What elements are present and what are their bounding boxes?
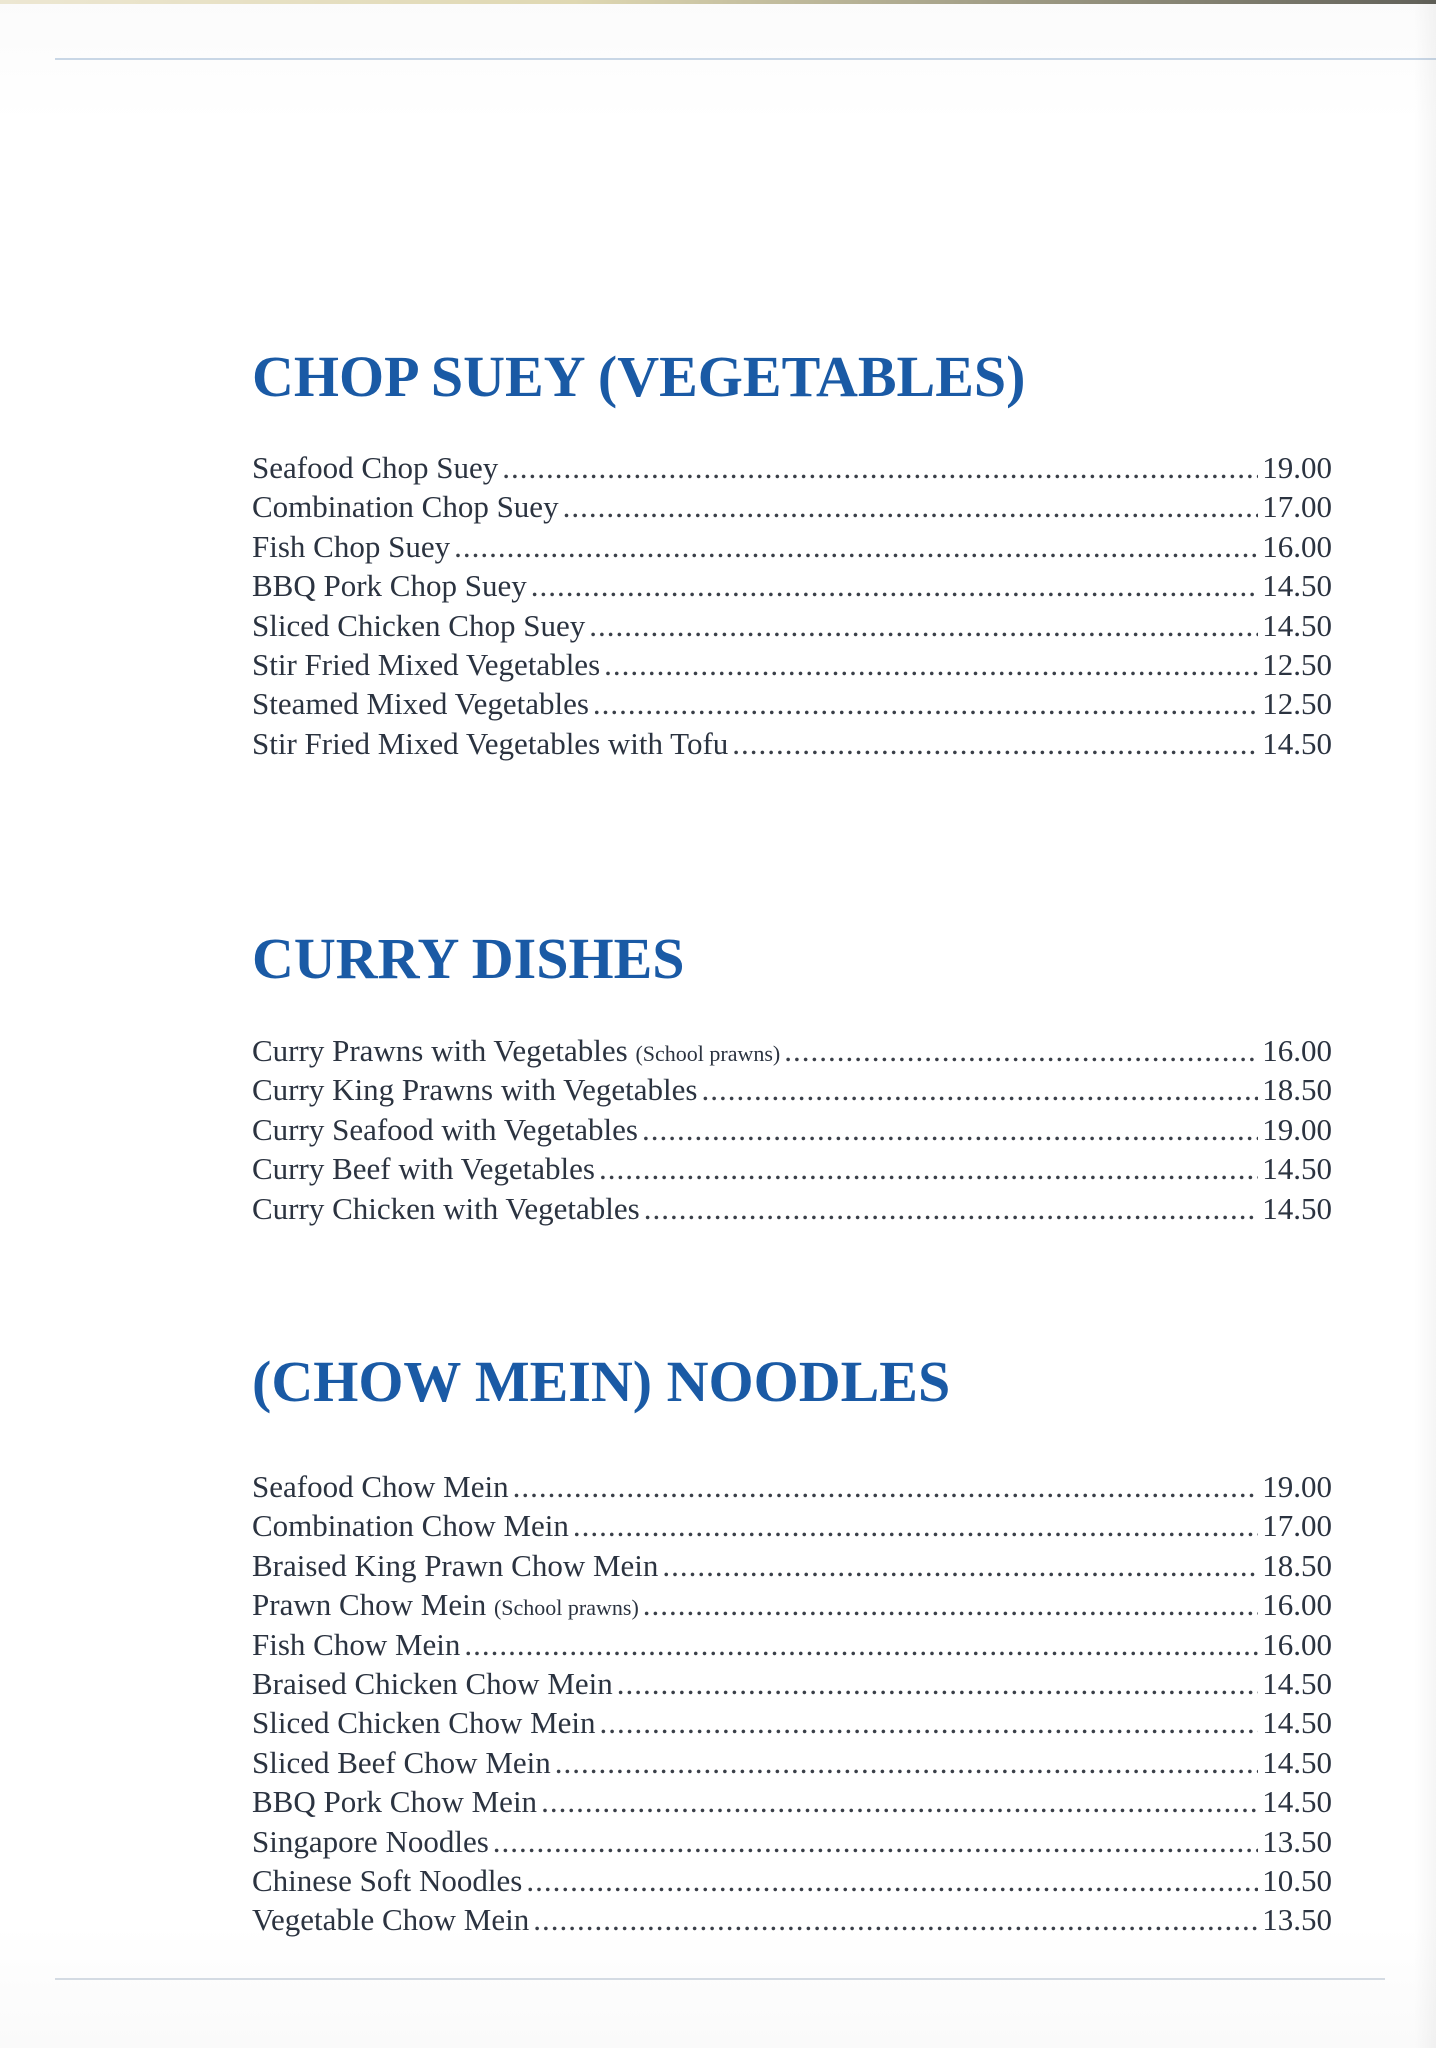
item-price: 16.00 (1262, 1033, 1332, 1068)
section-title: CHOP SUEY (VEGETABLES) (252, 344, 1026, 409)
menu-item (252, 1743, 1332, 1782)
item-name (252, 1506, 569, 1545)
item-name-text: Chinese Soft Noodles (252, 1862, 523, 1898)
item-name (252, 645, 600, 684)
item-price: 14.50 (1262, 1705, 1332, 1741)
item-name (252, 1546, 658, 1585)
item-name (252, 1467, 509, 1506)
menu-item (252, 527, 1332, 566)
item-name-text: BBQ Pork Chow Mein (252, 1784, 538, 1820)
dot-leader (617, 1664, 1258, 1703)
item-name (252, 1861, 522, 1900)
dot-leader (732, 724, 1258, 763)
item-name (252, 527, 450, 566)
item-name (252, 1031, 780, 1073)
item-name-text: Singapore Noodles (252, 1823, 489, 1859)
item-price: 19.00 (1262, 1111, 1332, 1147)
dot-leader (600, 1703, 1259, 1742)
section-chop-suey (252, 344, 1332, 763)
section-title: (CHOW MEIN) NOODLES (252, 1349, 951, 1414)
dot-leader (493, 1822, 1258, 1861)
menu-item (252, 1822, 1332, 1861)
item-price: 19.00 (1262, 450, 1332, 485)
dot-leader (531, 566, 1259, 605)
item-name (252, 1743, 551, 1782)
item-name-text: Fish Chop Suey (252, 528, 451, 564)
scan-right-shadow (1414, 0, 1436, 2048)
item-price: 13.50 (1262, 1823, 1332, 1859)
menu-list (252, 448, 1332, 763)
menu-item (252, 1900, 1332, 1939)
section-title: CURRY DISHES (252, 926, 685, 991)
item-name-text: Vegetable Chow Mein (252, 1902, 530, 1938)
item-name (252, 1189, 640, 1228)
section-chow-mein-noodles (252, 1349, 1332, 1940)
item-price: 14.50 (1262, 1151, 1332, 1187)
item-name (252, 448, 498, 487)
menu-item (252, 724, 1332, 763)
item-name-text: Curry Seafood with Vegetables (252, 1111, 638, 1147)
item-name-text: BBQ Pork Chop Suey (252, 568, 527, 604)
menu-item (252, 606, 1332, 645)
dot-leader (533, 1900, 1258, 1939)
item-name (252, 1782, 537, 1821)
dot-leader (526, 1861, 1258, 1900)
item-name (252, 1585, 639, 1627)
dot-leader (541, 1782, 1258, 1821)
menu-item (252, 1861, 1332, 1900)
menu-item (252, 1189, 1332, 1228)
item-name-text: Sliced Chicken Chow Mein (252, 1705, 596, 1741)
menu-item (252, 448, 1332, 487)
item-price: 14.50 (1262, 725, 1332, 761)
item-name-text: Prawn Chow Mein (252, 1587, 487, 1623)
menu-list (252, 1467, 1332, 1940)
dot-leader (643, 1585, 1258, 1624)
menu-item (252, 566, 1332, 605)
item-name (252, 1149, 595, 1188)
menu-item (252, 1664, 1332, 1703)
item-price: 14.50 (1262, 1744, 1332, 1780)
menu-item (252, 1149, 1332, 1188)
menu-item (252, 1467, 1332, 1506)
item-name-text: Combination Chow Mein (252, 1508, 569, 1544)
item-name (252, 1822, 489, 1861)
item-name-text: Fish Chow Mein (252, 1626, 461, 1662)
item-name (252, 487, 559, 526)
menu-item (252, 684, 1332, 723)
menu-item (252, 1782, 1332, 1821)
item-name-text: Curry Chicken with Vegetables (252, 1190, 640, 1226)
menu-item (252, 1070, 1332, 1109)
item-price: 16.00 (1262, 1626, 1332, 1662)
item-name (252, 1070, 697, 1109)
dot-leader (784, 1031, 1258, 1070)
bottom-rule (55, 1978, 1385, 1980)
item-price: 14.50 (1262, 607, 1332, 643)
item-name-text: Curry Beef with Vegetables (252, 1151, 595, 1187)
menu-item (252, 1703, 1332, 1742)
item-price: 17.00 (1262, 1508, 1332, 1544)
dot-leader (555, 1743, 1258, 1782)
item-name (252, 1625, 460, 1664)
item-price: 12.50 (1262, 686, 1332, 722)
item-name-text: Curry Prawns with Vegetables (252, 1033, 628, 1068)
item-price: 12.50 (1262, 646, 1332, 682)
menu-item (252, 487, 1332, 526)
item-price: 18.50 (1262, 1072, 1332, 1108)
item-name (252, 1900, 529, 1939)
item-price: 14.50 (1262, 568, 1332, 604)
scan-top-edge (0, 0, 1436, 4)
dot-leader (513, 1467, 1259, 1506)
item-name (252, 606, 585, 645)
item-name-text: Seafood Chop Suey (252, 450, 499, 485)
item-name-text: Braised Chicken Chow Mein (252, 1665, 613, 1701)
dot-leader (573, 1506, 1258, 1545)
item-name-text: Combination Chop Suey (252, 489, 559, 525)
menu-item (252, 1585, 1332, 1624)
dot-leader (701, 1070, 1258, 1109)
item-name-text: Curry King Prawns with Vegetables (252, 1072, 698, 1108)
item-price: 18.50 (1262, 1547, 1332, 1583)
item-price: 16.00 (1262, 528, 1332, 564)
item-note: (School prawns) (635, 1041, 781, 1066)
dot-leader (644, 1189, 1259, 1228)
section-curry-dishes (252, 926, 1332, 1228)
menu-item (252, 1506, 1332, 1545)
item-note: (School prawns) (493, 1595, 639, 1621)
item-name-text: Sliced Chicken Chop Suey (252, 607, 586, 643)
item-price: 14.50 (1262, 1665, 1332, 1701)
item-name-text: Stir Fried Mixed Vegetables with Tofu (252, 725, 729, 761)
item-price: 14.50 (1262, 1784, 1332, 1820)
item-price: 19.00 (1262, 1469, 1332, 1504)
item-name (252, 684, 589, 723)
item-name-text: Braised King Prawn Chow Mein (252, 1547, 659, 1583)
item-price: 16.00 (1262, 1587, 1332, 1623)
item-name (252, 1110, 638, 1149)
menu-item (252, 1110, 1332, 1149)
menu-item (252, 1546, 1332, 1585)
dot-leader (662, 1546, 1258, 1585)
item-name-text: Stir Fried Mixed Vegetables (252, 646, 601, 682)
dot-leader (604, 645, 1258, 684)
dot-leader (502, 448, 1258, 487)
dot-leader (563, 487, 1259, 526)
item-price: 13.50 (1262, 1902, 1332, 1938)
dot-leader (593, 684, 1258, 723)
menu-item (252, 645, 1332, 684)
item-price: 14.50 (1262, 1190, 1332, 1226)
item-name (252, 1703, 596, 1742)
dot-leader (589, 606, 1258, 645)
menu-item (252, 1031, 1332, 1070)
item-name (252, 724, 728, 763)
dot-leader (454, 527, 1258, 566)
item-price: 17.00 (1262, 489, 1332, 525)
item-name (252, 566, 527, 605)
dot-leader (642, 1110, 1258, 1149)
item-name-text: Seafood Chow Mein (252, 1469, 509, 1504)
menu-item (252, 1625, 1332, 1664)
dot-leader (464, 1625, 1258, 1664)
top-rule (55, 58, 1436, 60)
item-name-text: Steamed Mixed Vegetables (252, 686, 589, 722)
dot-leader (599, 1149, 1258, 1188)
item-price: 10.50 (1262, 1862, 1332, 1898)
menu-list (252, 1031, 1332, 1228)
item-name-text: Sliced Beef Chow Mein (252, 1744, 551, 1780)
item-name (252, 1664, 613, 1703)
